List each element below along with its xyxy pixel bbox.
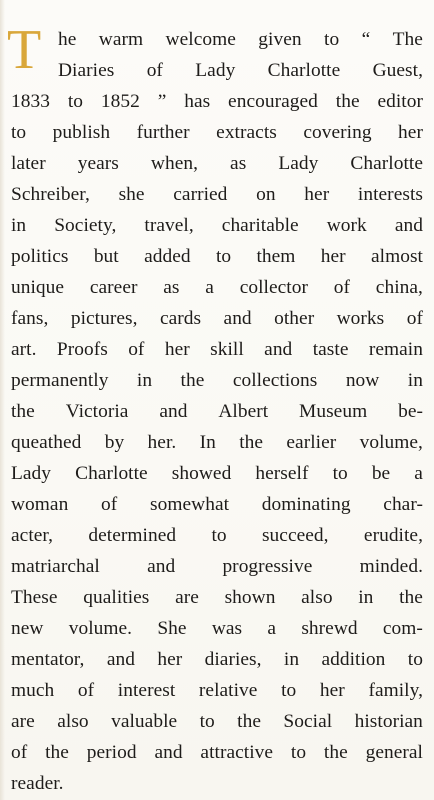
drop-cap: T [7,19,42,81]
text-line: art. Proofs of her skill and taste remain [11,339,423,360]
text-line: queathed by her. In the earlier volume, [11,432,423,453]
text-line: Diaries of Lady Charlotte Guest, [58,60,423,81]
text-line: mentator, and her diaries, in addition to [11,649,423,670]
text-line: acter, determined to succeed, erudite, [11,525,423,546]
text-line: in Society, travel, charitable work and [11,215,423,236]
text-line: of the period and attractive to the general [11,742,423,763]
text-line: later years when, as Lady Charlotte [11,153,423,174]
text-line: fans, pictures, cards and other works of [11,308,423,329]
text-line: 1833 to 1852 ” has encouraged the editor [11,91,423,112]
text-line: matriarchal and progressive minded. [11,556,423,577]
text-line: permanently in the collections now in [11,370,423,391]
text-line: Schreiber, she carried on her interests [11,184,423,205]
text-line: These qualities are shown also in the [11,587,423,608]
text-line: new volume. She was a shrewd com- [11,618,423,639]
blurb-text [11,24,423,799]
text-line: he warm welcome given to “ The [58,29,423,50]
text-line: woman of somewhat dominating char- [11,494,423,515]
text-line: reader. [11,773,64,794]
text-line: the Victoria and Albert Museum be- [11,401,423,422]
text-line: unique career as a collector of china, [11,277,423,298]
text-line: to publish further extracts covering her [11,122,423,143]
paper-edge-shadow [0,0,5,800]
text-line: Lady Charlotte showed herself to be a [11,463,423,484]
text-line: are also valuable to the Social historian [11,711,423,732]
text-line: much of interest relative to her family, [11,680,423,701]
text-line: politics but added to them her almost [11,246,423,267]
